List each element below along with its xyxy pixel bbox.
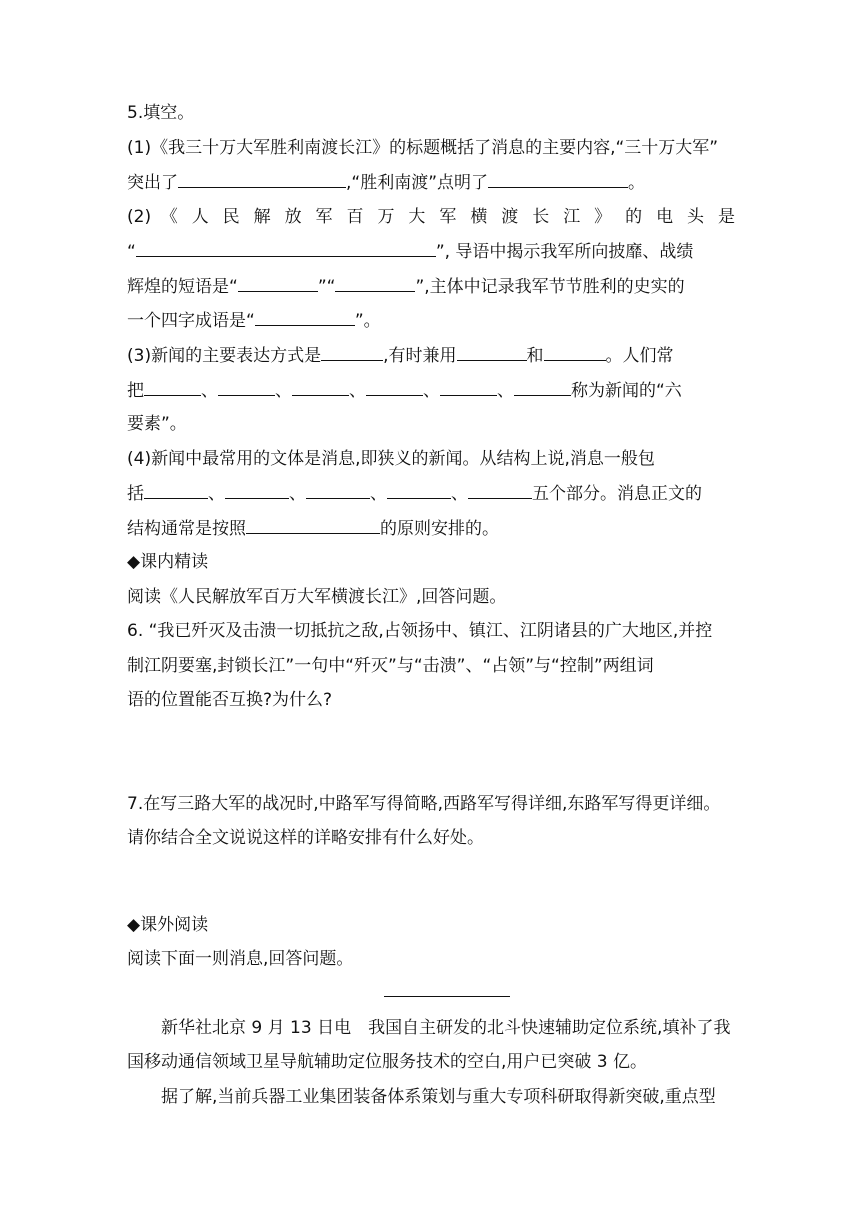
q5-part4-line1: (4)新闻中最常用的文体是消息,即狭义的新闻。从结构上说,消息一般包 — [127, 449, 655, 469]
answer-blank[interactable] — [440, 378, 497, 396]
answer-blank[interactable] — [218, 378, 275, 396]
q5-part3-line3: 要素”。 — [127, 414, 187, 434]
answer-blank[interactable] — [144, 378, 201, 396]
q5-part4-line2: 括 、 、 、 、 五个部分。消息正文的 — [127, 481, 735, 506]
news-title-blank[interactable] — [384, 996, 510, 997]
q6-line3: 语的位置能否互换?为什么? — [127, 690, 333, 710]
answer-blank[interactable] — [387, 481, 451, 499]
q6-line1: 6. “我已歼灭及击溃一切抵抗之敌,占领扬中、镇江、江阴诸县的广大地区,并控 — [127, 621, 713, 641]
answer-blank[interactable] — [544, 343, 606, 361]
news-paragraph2-line1: 据了解,当前兵器工业集团装备体系策划与重大专项科研取得新突破,重点型 — [161, 1087, 716, 1107]
answer-blank[interactable] — [366, 378, 423, 396]
q5-part4-line3: 结构通常是按照 的原则安排的。 — [127, 516, 735, 541]
q5-part3-line2: 把 、 、 、 、 、 称为新闻的“六 — [127, 378, 735, 403]
q5-part2-line2: “ ”, 导语中揭示我军所向披靡、战绩 — [127, 239, 735, 264]
answer-blank[interactable] — [292, 378, 349, 396]
q6-line2: 制江阴要塞,封锁长江”一句中“歼灭”与“击溃”、“占领”与“控制”两组词 — [127, 656, 654, 676]
outclass-intro: 阅读下面一则消息,回答问题。 — [127, 949, 354, 969]
answer-blank[interactable] — [136, 239, 436, 257]
answer-blank[interactable] — [468, 481, 532, 499]
q7-line1: 7.在写三路大军的战况时,中路军写得简略,西路军写得详细,东路军写得更详细。 — [127, 794, 721, 814]
answer-blank[interactable] — [144, 481, 208, 499]
answer-blank[interactable] — [514, 378, 571, 396]
answer-blank[interactable] — [488, 170, 628, 188]
answer-blank[interactable] — [178, 170, 346, 188]
answer-blank[interactable] — [335, 274, 415, 292]
q5-part3-line1: (3)新闻的主要表达方式是 ,有时兼用 和 。人们常 — [127, 343, 735, 368]
answer-blank[interactable] — [225, 481, 289, 499]
answer-blank[interactable] — [238, 274, 318, 292]
q5-part1-line2: 突出了 ,“胜利南渡”点明了 。 — [127, 170, 735, 195]
inclass-heading: ◆课内精读 — [127, 552, 209, 572]
answer-blank[interactable] — [457, 343, 527, 361]
answer-blank[interactable] — [321, 343, 383, 361]
q5-part2-line4: 一个四字成语是“ ”。 — [127, 308, 735, 333]
inclass-intro: 阅读《人民解放军百万大军横渡长江》,回答问题。 — [127, 587, 507, 607]
news-paragraph1-line2: 国移动通信领域卫星导航辅助定位服务技术的空白,用户已突破 3 亿。 — [127, 1052, 648, 1072]
answer-blank[interactable] — [255, 308, 355, 326]
outclass-heading: ◆课外阅读 — [127, 915, 209, 935]
answer-blank[interactable] — [306, 481, 370, 499]
q7-line2: 请你结合全文说说这样的详略安排有什么好处。 — [127, 828, 484, 848]
news-paragraph1-line1: 新华社北京 9 月 13 日电 我国自主研发的北斗快速辅助定位系统,填补了我 — [161, 1018, 731, 1038]
q5-heading: 5.填空。 — [127, 103, 195, 123]
q5-part2-line3: 辉煌的短语是“ ”“ ”,主体中记录我军节节胜利的史实的 — [127, 274, 735, 299]
answer-blank[interactable] — [246, 516, 380, 534]
q5-part1-line1: (1)《我三十万大军胜利南渡长江》的标题概括了消息的主要内容,“三十万大军” — [127, 138, 719, 158]
q5-part2-line1: (2) 《 人 民 解 放 军 百 万 大 军 横 渡 长 江 》 的 电 头 是 — [127, 207, 735, 227]
